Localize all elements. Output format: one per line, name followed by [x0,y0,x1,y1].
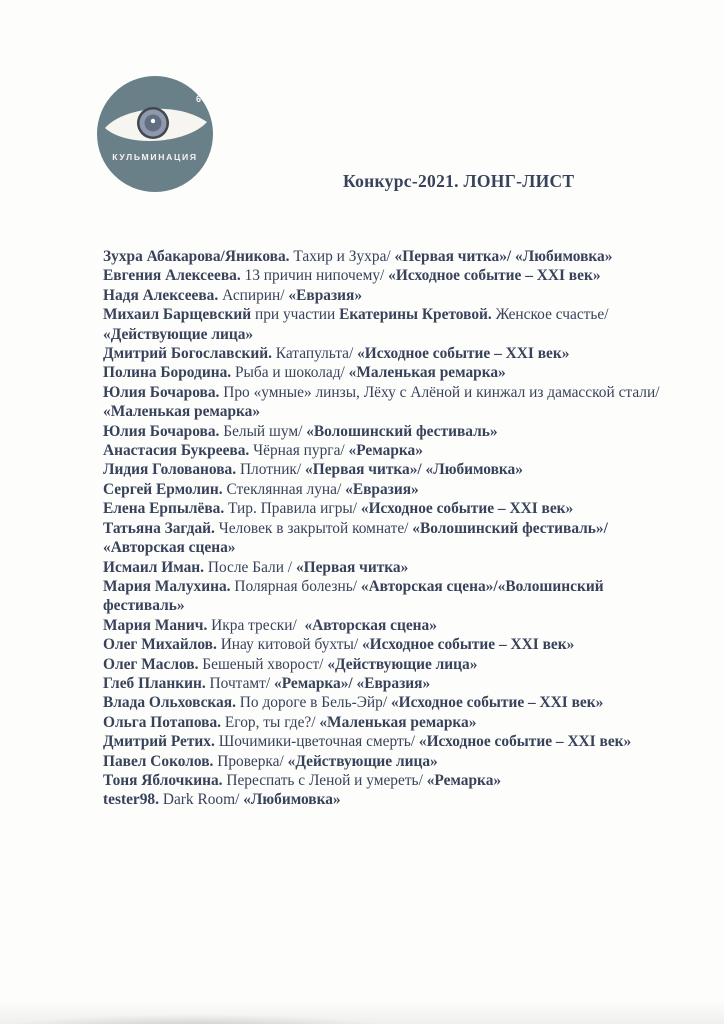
entry-bold-segment: Дмитрий Ретих. [103,733,215,751]
list-entry [103,732,663,751]
eye-highlight-dot [151,119,155,123]
entry-text-segment: Чёрная пурга/ [249,442,349,460]
entry-bold-segment: Татьяна Загдай. [103,519,215,537]
entry-bold-segment: Сергей Ермолин. [103,480,223,498]
scan-shadow [0,1000,724,1024]
entry-bold-segment: Павел Соколов. [103,752,214,770]
entry-bold-segment: Олег Маслов. [103,655,199,673]
entry-text-segment: Бешеный хворост/ [198,655,328,673]
list-entry [103,247,663,266]
entry-bold-segment: Влада Ольховская. [103,694,236,712]
list-entry [103,693,663,712]
entry-text-segment: Про «умные» линзы, Лёху с Алёной и кинжал из дамасской стали/ [219,383,664,401]
entry-bold-segment: Глеб Планкин. [103,674,206,692]
list-entry [103,635,663,654]
entry-text-segment: Аспирин/ [218,286,289,304]
entry-bold-segment: «Волошинский фестиваль»/ «Авторская сцена» [103,519,612,557]
entry-bold-segment: Елена Ерпылёва. [103,500,225,518]
entry-bold-segment: «Маленькая ремарка» [319,713,477,731]
entry-bold-segment: Мария Манич. [103,616,208,634]
entry-text-segment: Тахир и Зухра/ [289,248,395,265]
entry-bold-segment: Исмаил Иман. [103,558,204,576]
entry-text-segment: 13 причин нипочему/ [240,267,389,285]
eye-logo-icon [97,76,213,192]
entry-bold-segment: Евгения Алексеева. [103,267,241,285]
list-entry [103,363,663,382]
list-entry [103,713,663,732]
list-entry [103,577,663,616]
entry-text-segment: Рыба и шоколад/ [231,364,349,382]
entry-bold-segment: «Ремарка» [348,442,423,460]
entry-text-segment: Егор, ты где?/ [221,713,320,731]
list-entry [103,286,663,305]
list-entry [103,305,663,344]
entry-text-segment: Инау китовой бухты/ [216,636,362,654]
list-entry [103,558,663,577]
entry-text-segment: После Бали / [204,558,296,576]
list-entry [103,460,663,479]
entry-bold-segment: Зухра Абакарова/Яникова. [103,248,290,265]
entry-bold-segment: «Первая читка»/ «Любимовка» [394,248,613,265]
list-entry [103,266,663,285]
entry-bold-segment: «Исходное событие – XXI век» [390,694,604,712]
entry-text-segment: Стеклянная луна/ [222,480,346,498]
entry-text-segment: Полярная болезнь/ [230,577,361,595]
list-entry [103,519,663,558]
entry-text-segment: Икра трески/ [207,616,305,634]
logo-badge: 6 [196,94,202,104]
entry-text-segment: Dark Room/ [158,791,244,809]
entry-bold-segment: «Исходное событие – XXI век» [360,500,574,518]
entry-bold-segment: «Первая читка»/ «Любимовка» [305,461,523,479]
entry-text-segment: Белый шум/ [219,422,307,440]
entry-bold-segment: «Маленькая ремарка» [348,364,506,382]
list-entry [103,344,663,363]
list-entry [103,790,663,809]
list-entry [103,383,663,422]
entry-bold-segment: Мария Малухина. [103,577,231,595]
list-entry [103,616,663,635]
entry-bold-segment: Тоня Яблочкина. [103,771,223,789]
entry-text-segment: Катапульта/ [271,345,358,363]
list-entry [103,441,663,460]
list-entry [103,422,663,441]
entry-bold-segment: «Маленькая ремарка» [103,403,261,421]
page-title: Конкурс-2021. ЛОНГ-ЛИСТ [343,171,575,191]
entry-bold-segment: «Авторская сцена» [304,616,437,634]
entry-text-segment: Шочимики-цветочная смерть/ [214,733,419,751]
entry-bold-segment: «Исходное событие – XXI век» [388,267,601,285]
list-entry [103,480,663,499]
entry-text-segment: Человек в закрытой комнате/ [214,519,413,537]
list-entry [103,771,663,790]
entry-bold-segment: «Исходное событие – XXI век» [357,345,570,363]
logo-brand: КУЛЬМИНАЦИЯ [112,152,198,162]
entry-text-segment: Почтамт/ [205,674,275,692]
entry-text-segment: Тир. Правила игры/ [224,500,361,518]
entry-text-segment: Переспать с Леной и умереть/ [222,771,427,789]
entry-bold-segment: Лидия Голованова. [103,461,237,479]
entry-bold-segment: Олег Михайлов. [103,636,217,654]
entry-text-segment: при участии [251,306,340,324]
entry-bold-segment: Полина Бородина. [103,364,232,382]
list-entry [103,674,663,693]
entry-text-segment: Плотник/ [236,461,306,479]
entry-bold-segment: Надя Алексеева. [103,286,219,304]
entry-bold-segment: «Исходное событие – XXI век» [361,636,575,654]
entry-bold-segment: «Ремарка»/ «Евразия» [274,674,431,692]
entry-bold-segment: «Любимовка» [243,791,341,809]
entry-text-segment: По дороге в Бель-Эйр/ [235,694,391,712]
list-entry [103,499,663,518]
list-entry [103,752,663,771]
entry-bold-segment: Анастасия Букреева. [103,442,250,460]
entry-bold-segment: «Действующие лица» [287,752,438,770]
entry-bold-segment: «Евразия» [345,480,419,498]
entry-bold-segment: «Действующие лица» [103,325,254,343]
entry-bold-segment: Ольга Потапова. [103,713,222,731]
entry-bold-segment: «Авторская сцена»/«Волошинский фестиваль» [103,577,608,615]
list-entry [103,655,663,674]
entry-bold-segment: Михаил Барщевский [103,306,252,324]
entry-bold-segment: «Исходное событие – XXI век» [418,733,632,751]
entry-text-segment: Женское счастье/ [491,306,613,324]
entry-bold-segment: «Первая читка» [295,558,409,576]
entry-bold-segment: tester98. [103,791,159,809]
entry-bold-segment: «Волошинский фестиваль» [306,422,498,440]
entry-bold-segment: Дмитрий Богославский. [103,345,272,363]
entry-bold-segment: Юлия Бочарова. [103,422,220,440]
entry-bold-segment: «Действующие лица» [327,655,478,673]
entry-bold-segment: Екатерины Кретовой. [339,306,492,324]
long-list [103,247,663,810]
entry-bold-segment: «Евразия» [288,286,363,304]
kulminatsiya-logo [97,76,213,192]
entry-text-segment: Проверка/ [213,752,288,770]
entry-bold-segment: Юлия Бочарова. [103,383,220,401]
entry-bold-segment: «Ремарка» [426,771,502,789]
